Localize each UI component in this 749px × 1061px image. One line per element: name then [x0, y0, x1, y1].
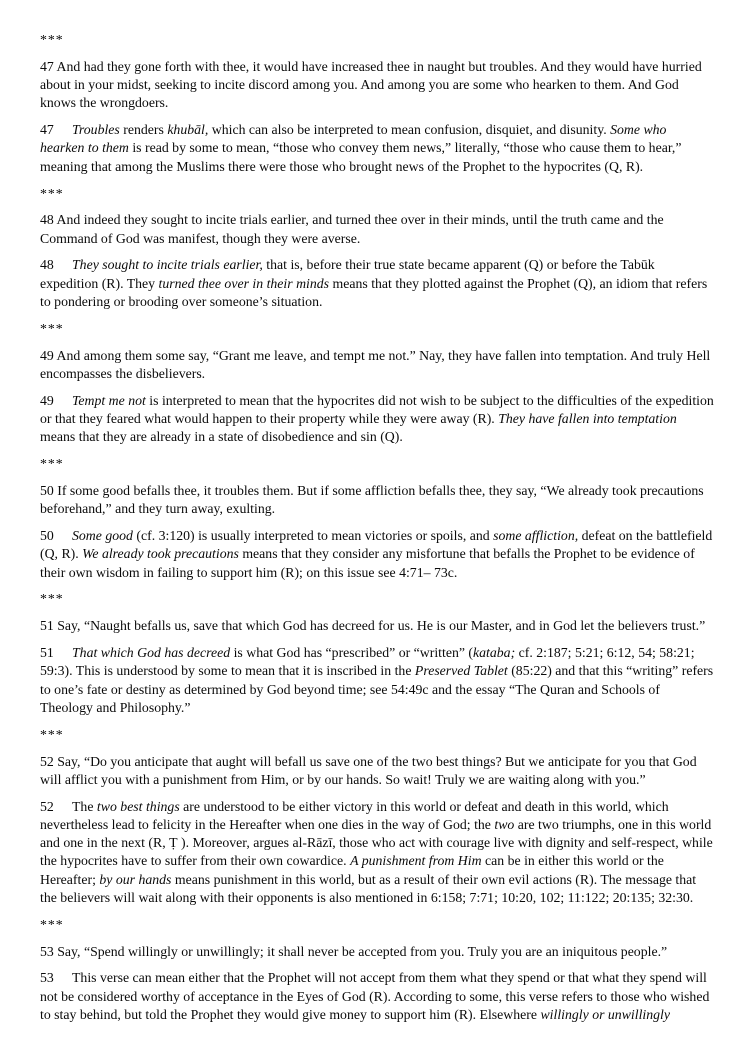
section-separator: ***	[40, 591, 64, 607]
text-run: 53 Say, “Spend willingly or unwillingly; it shall never be accepted from you. Truly you are an iniquitous people.”	[40, 943, 668, 959]
verse-number: 49	[40, 392, 54, 408]
text-run: can be in either this world or the Hereafter;	[40, 853, 664, 887]
commentary-paragraph	[40, 798, 714, 908]
verse-translation	[40, 211, 714, 248]
verse-number: 52	[40, 798, 54, 814]
text-run: 50 If some good befalls thee, it troubles them. But if some affliction befalls thee, they say, “We already took precautions beforehand,” and they turn away, exulting.	[40, 482, 704, 517]
verse-translation	[40, 753, 714, 790]
italic-text-run: kataba;	[473, 645, 516, 661]
section-separator: ***	[40, 32, 64, 47]
italic-text-run: We already took precautions	[82, 546, 239, 562]
italic-text-run: Some who hearken to them	[40, 122, 667, 156]
verse-number: 50	[40, 528, 54, 544]
text-run: means that they consider any misfortune that befalls the Prophet to be evidence of their own wisdom in failing to support him (R); on this issue see 4:71– 73c.	[40, 546, 695, 580]
page-content	[40, 31, 714, 1024]
text-run: are understood to be either victory in this world or defeat and death in this world, which nevertheless lead to felicity in the Hereafter when one dies in the way of God; the	[40, 798, 669, 832]
verse-translation	[40, 617, 714, 635]
italic-text-run: two	[494, 816, 515, 832]
italic-text-run: Preserved Tablet	[414, 663, 508, 679]
text-run: means punishment in this world, but as a result of their own evil actions (R). The message that the believers will wait along with their opponents is also mentioned in 6:158; 7:71; 10:20, 102; 11:122; 20:135; 32:30.	[40, 871, 697, 906]
section-separator: ***	[40, 185, 64, 201]
text-run: 48 And indeed they sought to incite trials earlier, and turned thee over in their minds, until the truth came and the Command of God was manifest, though they were averse.	[40, 212, 664, 246]
italic-text-run: willingly or unwillingly	[540, 1007, 670, 1023]
section-separator: ***	[40, 320, 64, 336]
text-run: is read by some to mean, “those who convey them news,” literally, “those who cause them to hear,” meaning that among the Muslims there were those who brought news of the Prophet to the hypocrites (Q, R).	[40, 140, 682, 174]
text-run: (85:22) and that this “writing” refers to one’s fate or destiny as determined by God beyond time; see 54:49c and the essay “The Quran and Schools of Theology and Philosophy.”	[40, 663, 714, 715]
text-run: that is, before their true state became apparent (Q) or before the Tabūk expedition (R). They	[40, 257, 655, 291]
commentary-paragraph	[40, 392, 714, 447]
text-run: is what God has “prescribed” or “written” (	[230, 645, 474, 661]
text-run: which can also be interpreted to mean confusion, disquiet, and disunity.	[208, 122, 611, 138]
italic-text-run: That which God has decreed	[72, 645, 231, 661]
commentary-paragraph	[40, 121, 714, 176]
verse-number: 47	[40, 122, 54, 138]
text-run: means that they are already in a state of disobedience and sin (Q).	[40, 429, 403, 445]
section-separator: ***	[40, 726, 64, 742]
text-run: 51 Say, “Naught befalls us, save that which God has decreed for us. He is our Master, and in God let the believers trust.”	[40, 618, 706, 634]
text-run: 49 And among them some say, “Grant me leave, and tempt me not.” Nay, they have fallen into temptation. And truly Hell encompasses the disbelievers.	[40, 347, 711, 381]
italic-text-run: turned thee over in their minds	[158, 275, 330, 291]
verse-translation	[40, 943, 714, 961]
verse-translation	[40, 347, 714, 384]
verse-translation	[40, 482, 714, 519]
italic-text-run: They have fallen into temptation	[498, 411, 677, 427]
commentary-paragraph	[40, 969, 714, 1024]
text-run: This verse can mean either that the Prophet will not accept from them what they spend or that what they spend will not be considered worthy of acceptance in the Eyes of God (R). According to some, this verse refers to those who wished to stay behind, but told the Prophet they would give money to support him (R). Elsewhere	[40, 970, 710, 1023]
verse-number: 53	[40, 970, 54, 986]
section-separator: ***	[40, 916, 64, 932]
italic-text-run: Troubles	[72, 122, 120, 138]
text-run: The	[72, 798, 97, 814]
italic-text-run: They sought to incite trials earlier,	[72, 257, 263, 273]
italic-text-run: some affliction,	[493, 528, 579, 544]
commentary-paragraph	[40, 527, 714, 582]
text-run: (cf. 3:120) is usually interpreted to mean victories or spoils, and	[132, 528, 494, 544]
text-run: renders	[119, 122, 168, 138]
verse-translation	[40, 58, 714, 113]
section-separator: ***	[40, 456, 64, 472]
verse-number: 48	[40, 257, 54, 273]
commentary-paragraph	[40, 644, 714, 717]
text-run: is interpreted to mean that the hypocrites did not wish to be subject to the difficulties of the expedition or that they feared what would happen to their property while they were away (R).	[40, 392, 714, 427]
text-run: 52 Say, “Do you anticipate that aught will befall us save one of the two best things? But we anticipate for you that God will afflict you with a punishment from Him, or by our hands. So wait! Truly we are waiting along with you.”	[40, 753, 697, 787]
verse-number: 51	[40, 645, 54, 661]
italic-text-run: two best things	[96, 798, 180, 814]
text-run: 47 And had they gone forth with thee, it would have increased thee in naught but troubles. And they would have hurried about in your midst, seeking to incite discord among you. And among you are some who hearken to them. And God knows the wrongdoers.	[40, 58, 702, 111]
commentary-paragraph	[40, 256, 714, 311]
text-run: means that they plotted against the Prophet (Q), an idiom that refers to pondering or brooding over someone’s situation.	[40, 275, 708, 310]
text-run: cf. 2:187; 5:21; 6:12, 54; 58:21; 59:3). This is understood by some to mean that it is inscribed in the	[40, 645, 695, 679]
text-run: defeat on the battlefield (Q, R).	[40, 528, 713, 562]
text-run: are two triumphs, one in this world and one in the next (R, Ṭ ). Moreover, argues al-Rāzī, those who act with courage live with dignity and self-respect, while the hypocrites have to suffer from their own cowardice.	[40, 816, 713, 869]
italic-text-run: Tempt me not	[72, 392, 146, 408]
italic-text-run: by our hands	[99, 871, 172, 887]
italic-text-run: khubāl,	[167, 122, 209, 138]
italic-text-run: Some good	[72, 528, 133, 544]
italic-text-run: A punishment from Him	[350, 853, 482, 869]
